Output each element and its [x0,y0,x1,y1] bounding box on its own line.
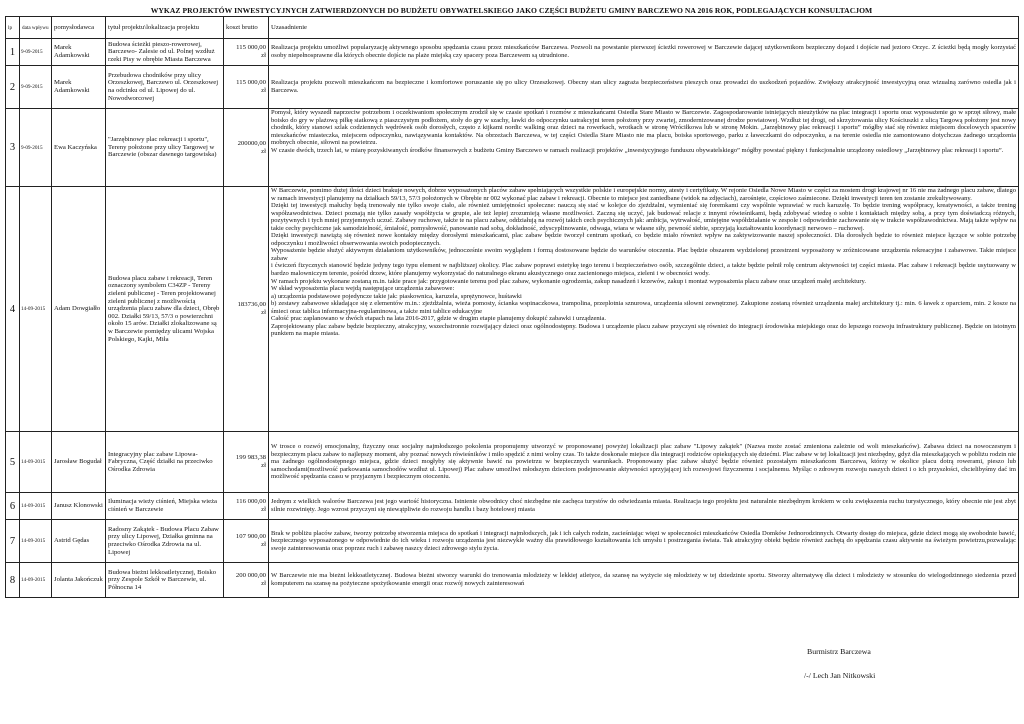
submission-date: 14-09-2015 [20,432,52,493]
submission-date: 14-09-2015 [20,563,52,598]
cost-value: 115 000,00 [236,44,266,52]
cost-currency: zł [261,309,266,316]
table-row [6,109,1019,187]
row-number: 5 [6,432,20,493]
cost-value: 199 983,38 [235,454,266,462]
project-author: Janusz Klonowski [52,493,106,520]
signature-name: /-/ Lech Jan Nitkowski [804,671,876,680]
row-number: 8 [6,563,20,598]
cost-value: 200 000,00 [235,572,266,580]
header-lp: lp [6,17,20,39]
submission-date: 9-09-2015 [20,39,52,66]
project-author: Astrid Gędas [52,520,106,563]
submission-date: 14-09-2015 [20,187,52,432]
project-title-location: Radosny Zakątek - Budowa Placu Zabaw przy ulicy Lipowej, Działka gminna na przeciwko Ośrodka Zdrowia na ul. Lipowej [106,520,224,563]
project-title-location: Budowa ścieżki pieszo-rowerowej, Barczewo- Zalesie od ul. Polnej wzdłuż rzeki Pisy w obrębie Miasta Barczewa [106,39,224,66]
justification-paragraph: Jednym z wielkich walorów Barczewa jest jego wartość historyczna. Istnienie obwodnicy choć niezbędne nie zachęca turystów do odwiedzania miasta. Realizacja tego projektu jest naturalnie niezbędnym krokiem w celu zwiększenia ruchu turystycznego, który obecnie nie jest zbyt silnie rozwinięty. Jego wzrost przyczyni się niewątpliwie do rozwoju handlu i bazy hotelowej miasta [271,498,1016,513]
justification-paragraph: W Barczewie, pomimo dużej ilości dzieci brakuje nowych, dobrze wyposażonych placów zabaw spełniających wszystkie polskie i europejskie normy, atesty i certyfikaty. W rejonie Osiedla Nowe Miasto w części za mostem drogi krajowej nr 16 nie ma żadnego placu zabaw, dlatego w ramach inwestycji planujemy na działkach 59/13, 57/3 położonych w Obrębie nr 002 wykonać plac zabaw i rekreacji. Obecnie to miejsce jest zaniedbane (widok na zdjęciach), zarośnięte, częściowo zaśmiecone. Dzięki inwestycji teren ten zostanie zrekultywowany. [271,187,1016,202]
cost-currency: zł [261,541,266,548]
table-row [6,187,1019,432]
project-title-location: Iluminacja wieży ciśnień, Miejska wieża ciśnień w Barczewie [106,493,224,520]
header-project: tytuł projektu\lokalizacja projektu [106,17,224,39]
project-author: Jarosław Bogudał [52,432,106,493]
row-number: 3 [6,109,20,187]
justification-paragraph: i ćwiczeń fizycznych stanowić będzie jedyny tego typu element w najbliższej okolicy. Plac zabaw poprawi estetykę tego terenu i bezpieczeństwo osób, szczególnie dzieci, a także będzie pełnił rolę centrum aktywności tej części miasta. Plac zabaw i rekreacji będzie usytuowany w bardzo malowniczym terenie, pośród drzew, które planujemy wykorzystać do naturalnego ekranu akustycznego oraz zacienionego miejsca, zieleni i w obecności wody. [271,262,1016,278]
signature-role: Burmistrz Barczewa [807,647,871,656]
justification-paragraph: b) zestawy zabawowe składające się z elementów m.in.: zjeżdżalnia, wieża pomosty, ścianka wspinaczkowa, trampolina, przeplotnia sznurowa, urządzenia siłowni zewnętrznej. Zakupione zostaną również urządzenia małej architektury tj.: min. 6 ławek z oparciem, min. 2 kosze na śmieci oraz tablica informacyjna-regulaminowa, a także mini tablice edukacyjne [271,300,1016,315]
justification-paragraph: Pomysł, który wyszedł naprzeciw potrzebom i oczekiwaniom społecznym zrodził się w czasie spotkań i rozmów z mieszkańcami Osiedla Stare Miasto w Barczewie. Zagospodarowanie istniejących nieużytków na plac integracji i sportu oraz wyposażenie go w sprzęt siłowy, małe boisko do gry w plażową piłkę siatkową z piaszczystym podłożem, stoły do gry w szachy, ławki do odpoczynku uatrakcyjni teren położony przy zwartej, zmodernizowanej drodze powiatowej. Wzdłuż tej drogi, od skrzyżowania ulicy Kościuszki z ulicą Targową położony jest nowy chodnik, który stanowi szlak codziennych wędrówek osób dorosłych, często z kijkami nordic walking oraz dzieci na rowerkach, wrotkach w stronę Wróciłkowa lub w stronę Mokin. „Jarzębinowy plac rekreacji i sportu” mógłby stać się równiez miejscem docelowych spacerów mieszkańców miasteczka, miejscem odpoczynku, nawiązywania kontaktów. Na obrzeżach Barczewa, w tej części Osiedla Stare Miasto nie ma placu, boiska sportowego, parku z ławeczkami do odpoczynku, a na terenie osiedla nie zamontowano dotychczas żadnego urządzenia mobnych obecnie, siłowni na powietrzu. [271,109,1016,147]
row-number: 2 [6,66,20,109]
project-author: Marek Adamkowski [52,66,106,109]
cost-currency: zł [261,580,266,587]
cost-currency: zł [261,462,266,469]
project-justification [269,493,1019,520]
cost-value: 183736,00 [237,301,266,309]
cost-value: 200000,00 [237,139,266,147]
cost-currency: zł [261,506,266,513]
document-page [5,6,1018,598]
table-row [6,432,1019,493]
project-author: Ewa Kaczyńska [52,109,106,187]
row-number: 6 [6,493,20,520]
table-row [6,39,1019,66]
project-justification [269,520,1019,563]
project-justification [269,432,1019,493]
submission-date: 9-09-2015 [20,66,52,109]
project-title-location: Integracyjny plac zabaw Lipowa-Fabryczna, Część działki na przeciwko Ośrodka Zdrowia [106,432,224,493]
project-cost [224,520,269,563]
cost-value: 107 900,00 [235,533,266,541]
project-author: Adam Dowgiałło [52,187,106,432]
justification-paragraph: Dzięki inwestycji nawiążą się również nowe kontakty między dorosłymi mieszkańcami, plac zabaw będzie tworzył centrum spotkań, co będzie miało również wpływ na zaktywizowanie naszej społeczności. Dla dorosłych będzie to również miejsce łączące w sobie potrzebę odpoczynku i możliwości obserwowania swoich podopiecznych. [271,232,1016,247]
table-header-row [6,17,1019,39]
project-cost [224,39,269,66]
project-justification [269,109,1019,187]
project-title-location: "Jarzębinowy plac rekreacji i sportu", Tereny położone przy ulicy Targowej w Barczewie (obszar dawnego targowiska) [106,109,224,187]
project-cost [224,493,269,520]
project-justification [269,66,1019,109]
project-justification [269,187,1019,432]
project-cost [224,109,269,187]
table-row [6,563,1019,598]
project-title-location: Budowa placu zabaw i rekreacji, Teren oznaczony symbolem C34ZP - Tereny zieleni publicznej - Teren projektowanej zieleni publicznej z możliwością urządzenia placu zabaw dla dzieci, Obręb 002. Działki 59/13, 57/3 o powierzchni około 15 arów. Działki zlokalizowane są w Barczewie pomiędzy ulicami Wojska Polskiego, Kajki, Miła [106,187,224,432]
justification-paragraph: W Barczewie nie ma bieżni lekkoatletycznej. Budowa bieżni stworzy warunki do trenowania młodzieży w lekkiej atletyce, da szansę na wyżycie się młodzieży w tej dziedzinie sportu. Stworzy alternatywę dla dzieci i młodzieży w stosunku do wielogodzinnego siedzenia przed komputerem na szansę na pożyteczne spożytkowanie energii oraz rozwój nowych zainteresowań [271,572,1016,587]
row-number: 4 [6,187,20,432]
project-justification [269,39,1019,66]
table-row [6,493,1019,520]
justification-paragraph: Dzięki tej inwestycji małuchy będą trenowały nie tylko swoje ciało, ale również umiejętności społeczne: nauczą się stać w kolejce do zjeżdżalni, wymieniać się foremkami czy wspólnie wprawiać w ruch karuzelę. To będzie trening współpracy, kreatywności, a także trening współzawodnictwa. Dzieci poznają nie tylko zasady współżycia w grupie, ale też lepiej zrozumieją własne możliwości. Zaczną się uczyć, jak budować relacje z innymi rówieśnikami, będą zdobywać wiedzę o sobie i kontaktach między sobą, a przy tym doświadczą różnych, pozytywnych i tych mniej przyjemnych uczuć. Zabawy ruchowe, także te na placu zabaw, oddziałują na rozwój takich cech psychicznych jak: ambicja, wytrwałość, umiejętne współdziałanie w zespole i odpowiednie zachowanie się w trakcie współzawodnictwa. Mają także wpływ na takie cechy psychiczne jak samodzielność, śmiałość, pomysłowość, panowanie nad sobą, dokładność, zdyscyplinowanie, odwaga, wiara w własne siły, pewność siebie, sprzyjają kształtowaniu koordynacji nerwowo – ruchowej. [271,202,1016,232]
justification-paragraph: Całość prac zaplanowano w dwóch etapach na lata 2016-2017, gdzie w drugim etapie planujemy dokupić zabawki i urządzenia. [271,315,607,323]
project-title-location: Przebudowa chodników przy ulicy Orzeszkowej, Barczewo ul. Orzeszkowej na odcinku od ul. Lipowej do ul. Nowodworcowej [106,66,224,109]
justification-paragraph: Realizacja projektu umożliwi popularyzację aktywnego sposobu spędzania czasu przez mieszkańców Barczewa. Pozwoli na powstanie pierwszej ścieżki rowerowej w Barczewie dającej użytkownikom bezpieczny dojazd i dojście nad jezioro Orzyc. Z ścieżki będą mogły korzystać osoby niepełnosprawne dla których obecnie dojście na plaże miejską czy spacery poza Barczewem są utrudnione. [271,44,1016,59]
submission-date: 14-09-2015 [20,493,52,520]
justification-paragraph: Realizacja projektu pozwoli mieszkańcom na bezpieczne i komfortowe poruszanie się po ulicy Orzeszkowej. Obecny stan ulicy zagraża bezpieczeństwu pieszych oraz prowadzi do uszkodzeń pojazdów. Zwiększy atrakcyjność inwestycyjną oraz wizualną zarówno osiedla jak i Barczewa. [271,79,1016,94]
project-cost [224,187,269,432]
justification-paragraph: W skład wyposażenia placu wejdą następujące urządzenia zabawowe: [271,285,455,293]
project-cost [224,432,269,493]
project-cost [224,563,269,598]
submission-date: 14-09-2015 [20,520,52,563]
table-row [6,520,1019,563]
project-justification [269,563,1019,598]
project-title-location: Budowa bieżni lekkoatletycznej, Boisko przy Zespole Szkół w Barczewie, ul. Północna 14 [106,563,224,598]
justification-paragraph: W trosce o rozwój emocjonalny, fizyczny oraz socjalny najmłodszego pokolenia proponujemy utworzyć w proponowanej powyżej lokalizacji plac zabaw "Lipowy zakątek" (Nazwa może zostać zmieniona zależnie od woli mieszkańców). Zabawa dzieci na nowoczesnym i bezpiecznym placu zabaw to najlepszy moment, aby poznać nowych rówieśników i miło spędzić z nimi wolny czas. To także doskonale miejsce dla integracji rodziców opiekujących się dziećmi. Plac zabaw w tej lokalizacji jest niezbędny, gdyż dla mieszkających w pobliżu rodzin nie ma żadnego ogólnodostępnego miejsca, gdzie dzieci mogłyby się aktywnie bawić na powietrzu w bezpiecznych warunkach. Proponowany plac zabaw służyć będzie również pozostałym mieszkańcom Barczewa, którzy w okolice placu dotrą rowerami, pieszo lub samochodami(możliwość parkowania samochodów wzdłuż ul. Lipowej) Plac zabaw umożliwi młodszym dzieciom podejmowanie aktywności sprzyjającej ich rozwojowi fizycznemu i socjalnemu. Myśląc o zdrowym rozwoju naszych dzieci i o ich przyszłości, chcielibyśmy dać im możliwość spędzania czasu w przyjaznym i bezpiecznym otoczeniu. [271,443,1016,481]
page-title: WYKAZ PROJEKTÓW INWESTYCYJNYCH ZATWIERDZONYCH DO BUDŻETU OBYWATELSKIEGO JAKO CZĘŚCI BUDŻETU GMINY BARCZEWO NA 2016 ROK, PODLEGAJĄCYCH KONSULTACJOM [150,6,873,15]
justification-paragraph: W czasie dwóch, trzech lat, w miarę pozyskiwanych środków finansowych z budżetu Gminy Barczewo w ramach realizacji projektów „inwestycyjnego funduszu obywatelskiego” mógłby powstać piękny i funkcjonalnie urządzony osiedlowy „Jarzębinowy plac rekreacji i sportu”. [271,146,1004,154]
submission-date: 9-09-2015 [20,109,52,187]
justification-paragraph: Wyposażenie będzie służyć aktywnym działaniom użytkowników, jednocześnie swoim wyglądem i formą dostosowane będzie do warunków otoczenia. Plac będzie obszarem wydzielonej przestrzeni wyposażony w zróżnicowane urządzenia rekreacyjne i zabawowe. Takie miejsce zabaw [271,247,1016,262]
justification-paragraph: a) urządzenia podstawowe pojedyncze takie jak: piaskownica, karuzela, sprężynowce, huśtawki [271,292,522,300]
justification-paragraph: Brak w pobliżu placów zabaw, tworzy potrzebę stworzenia miejsca do spotkań i integracji najmłodszych, jak i ich całych rodzin, zacieśniając więzi w społeczności mieszkańców Osiedla Domków Jednorodzinnych. Otwarty dostęp do miejsca, gdzie dzieci mogą się swobodnie bawić, bezpiecznego wyposażonego w odpowiednie do ich wieku i rozwoju urządzenia jest niezwykle ważny dla prawidłowego kształtowania ich umysłu i postrzegania świata. Tak atrakcyjny obiekt będzie również zachętą do spędzania czasu aktywnie na świeżym powietrzu,pozwalając swoje zainteresowania oraz poprzez ruch i zabawę naszcy dzieci zdrowego stylu życia. [271,529,1016,552]
table-body [6,39,1019,598]
cost-currency: zł [261,52,266,59]
header-justification: Uzasadnienie [269,17,1019,39]
project-author: Marek Adamkowski [52,39,106,66]
cost-currency: zł [261,87,266,94]
table-row [6,66,1019,109]
project-author: Jolanta Jakończuk [52,563,106,598]
projects-table [5,16,1019,598]
row-number: 7 [6,520,20,563]
row-number: 1 [6,39,20,66]
justification-paragraph: Zaprojektowany plac zabaw będzie bezpieczny, atrakcyjny, wszechstronnie rozwijający dzieci oraz ogólnodostępny. Budowa i urządzenie placu zabaw przyczyni się również do integracji środowiska miejskiego oraz do lepszego rozwoju infrastruktury publicznej. Będzie on istotnym punktem na mapie miasta. [271,322,1016,338]
project-cost [224,66,269,109]
header-author: pomysłodawca [52,17,106,39]
cost-value: 115 000,00 [236,79,266,87]
header-cost: koszt brutto [224,17,269,39]
cost-value: 116 000,00 [236,498,266,506]
cost-currency: zł [261,147,266,155]
header-date: data wpływu [20,17,52,39]
justification-paragraph: W ramach projektu wykonane zostaną m.in. takie prace jak: przygotowanie terenu pod plac zabaw, wykonanie ogrodzenia, zakup nasadzeń i krzewów, zakup i montaż wyposażenia placu zabaw oraz urządzeń małej architektury. [271,277,867,285]
